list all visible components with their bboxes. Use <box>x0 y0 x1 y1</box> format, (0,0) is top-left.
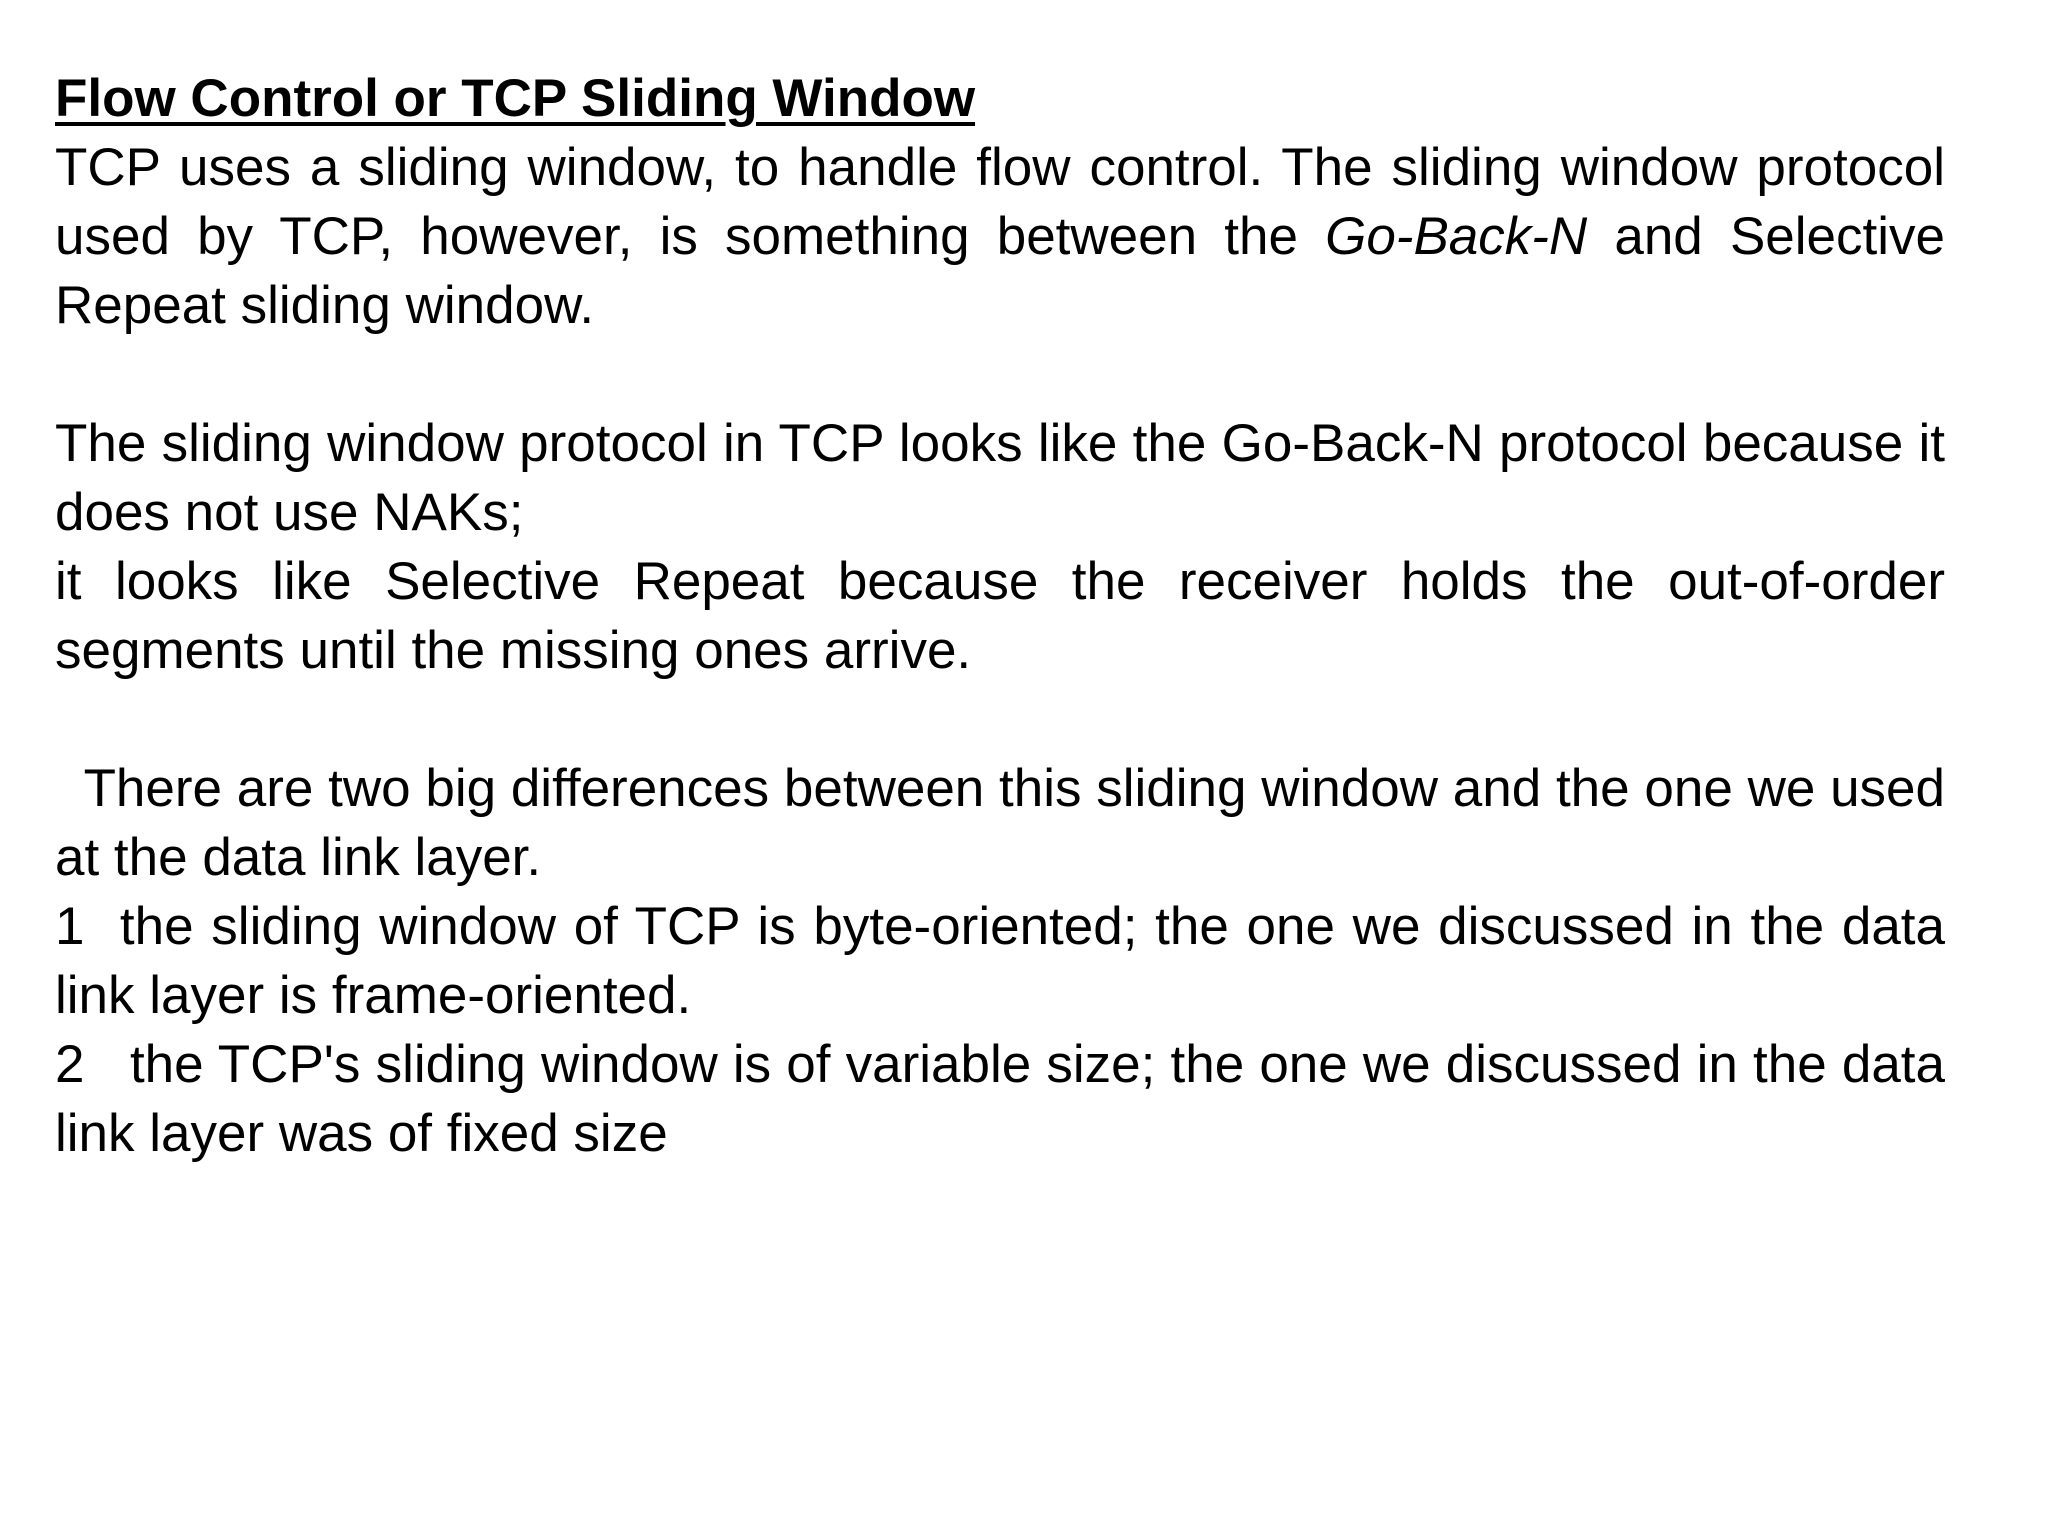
list-item-number: 2 <box>55 1035 85 1094</box>
list-item-text: the TCP's sliding window is of variable size; the one we discussed in the data link layer was of fixed size <box>55 1035 1945 1163</box>
paragraph-gap <box>55 685 1945 754</box>
list-item-number: 1 <box>55 897 85 956</box>
slide-content <box>55 64 1945 1168</box>
intro-paragraph <box>55 133 1945 340</box>
slide-title: Flow Control or TCP Sliding Window <box>55 69 976 128</box>
list-item-text: the sliding window of TCP is byte-oriented; the one we discussed in the data link layer is frame-oriented. <box>55 897 1946 1025</box>
selective-repeat-paragraph: it looks like Selective Repeat because the receiver holds the out-of-order segments until the missing ones arrive. <box>55 552 1945 680</box>
list-item-spacer <box>84 897 119 956</box>
go-back-n-paragraph: The sliding window protocol in TCP looks like the Go-Back-N protocol because it does not use NAKs; <box>55 414 1945 542</box>
list-item-spacer <box>84 1035 129 1094</box>
intro-text-italic: Go-Back-N <box>1325 207 1588 266</box>
differences-paragraph <box>55 754 1945 892</box>
intro-text-part1: TCP uses a sliding window, to handle flow control. The sliding window protocol used by TCP, however, is something between the <box>55 138 1945 266</box>
list-item <box>55 1030 1945 1168</box>
paragraph-gap <box>55 340 1945 409</box>
differences-text: There are two big differences between this sliding window and the one we used at the data link layer. <box>55 759 1945 887</box>
indent <box>55 759 84 818</box>
intro-text-part2: and Selective Repeat sliding window. <box>55 207 1945 335</box>
list-item <box>55 892 1945 1030</box>
